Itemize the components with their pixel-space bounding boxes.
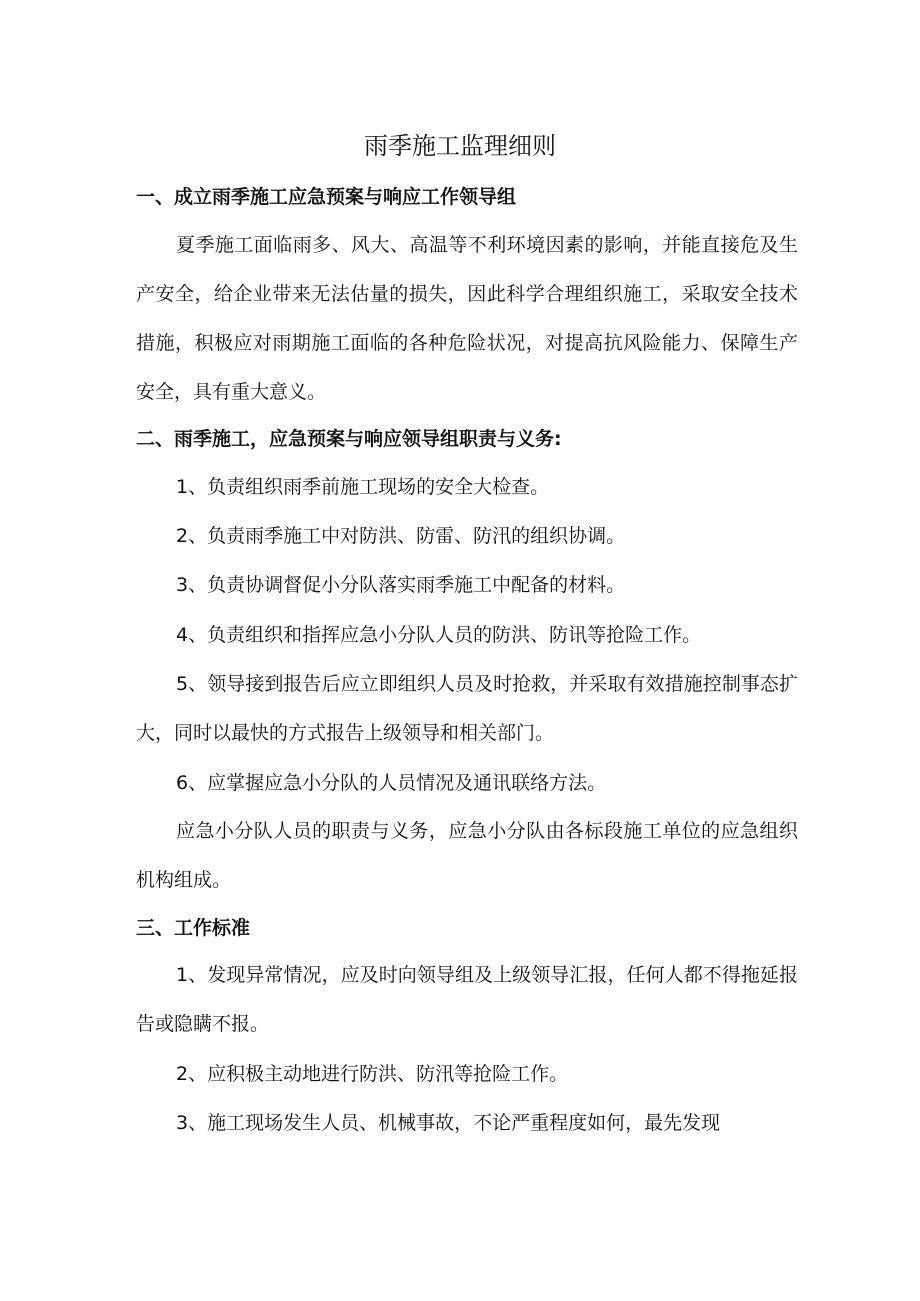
section-2-item-1: 1、负责组织雨季前施工现场的安全大检查。: [176, 476, 550, 498]
section-3-item-2: 2、应积极主动地进行防洪、防汛等抢险工作。: [176, 1063, 569, 1085]
section-heading-3: 三、工作标准: [136, 917, 251, 939]
section-3-item-1: 1、发现异常情况，应及时向领导组及上级领导汇报，任何人都不得拖延报告或隐瞒不报。: [136, 964, 798, 1035]
section-heading-2: 二、雨季施工，应急预案与响应领导组职责与义务:: [136, 428, 562, 450]
section-2-item-2: 2、负责雨季施工中对防洪、防雷、防汛的组织协调。: [176, 525, 626, 547]
page-title: 雨季施工监理细则: [364, 132, 556, 160]
section-2-item-3: 3、负责协调督促小分队落实雨季施工中配备的材料。: [176, 574, 626, 596]
section-heading-1: 一、成立雨季施工应急预案与响应工作领导组: [136, 186, 517, 208]
section-2-item-4: 4、负责组织和指挥应急小分队人员的防洪、防讯等抢险工作。: [176, 624, 702, 646]
section-3-item-3: 3、施工现场发生人员、机械事故，不论严重程度如何，最先发现: [176, 1112, 721, 1134]
section-2-item-6: 6、应掌握应急小分队的人员情况及通讯联络方法。: [176, 772, 607, 794]
section-2-note: 应急小分队人员的职责与义务，应急小分队由各标段施工单位的应急组织机构组成。: [136, 820, 798, 891]
section-2-item-5: 5、领导接到报告后应立即组织人员及时抢救，并采取有效措施控制事态扩大，同时以最快的方式报告上级领导和相关部门。: [136, 673, 798, 744]
section-1-paragraph: 夏季施工面临雨多、风大、高温等不利环境因素的影响，并能直接危及生产安全，给企业带来无法估量的损失，因此科学合理组织施工，采取安全技术措施，积极应对雨期施工面临的各种危险状况，对提高抗风险能力、保障生产安全，具有重大意义。: [136, 234, 798, 403]
